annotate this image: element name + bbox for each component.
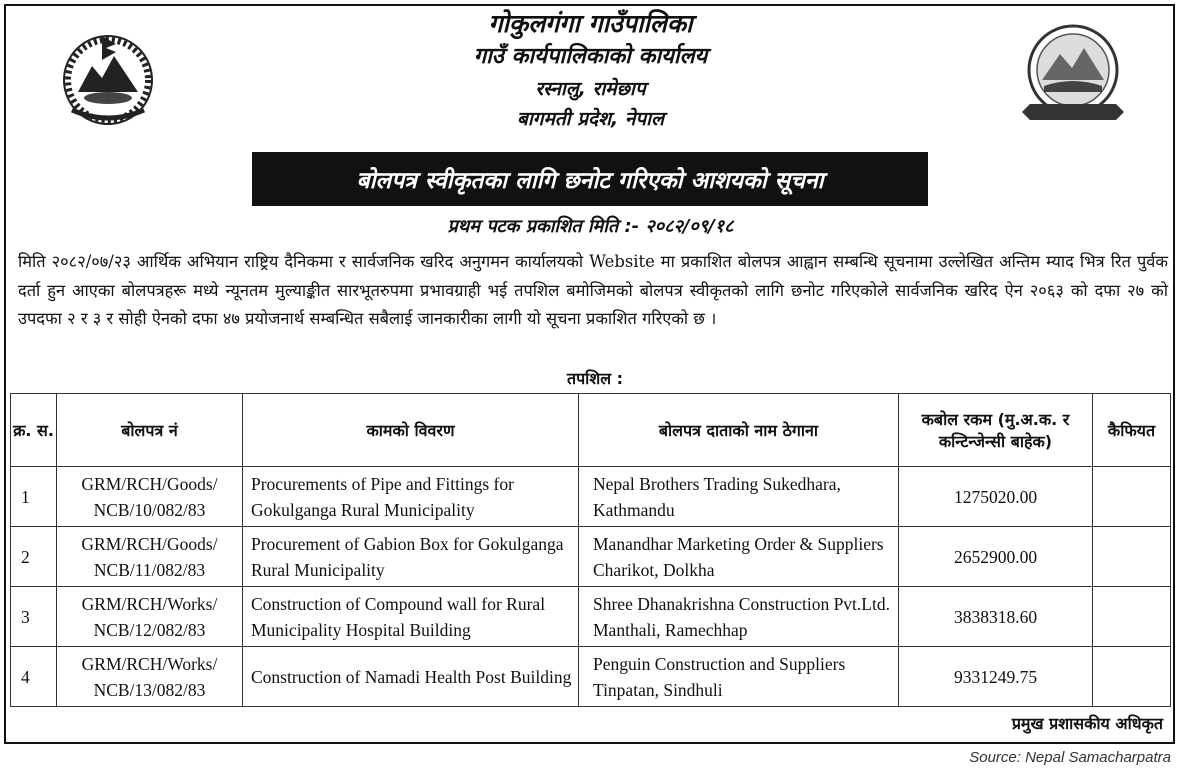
bid-table — [10, 393, 1171, 707]
cell-bidder: Nepal Brothers Trading Sukedhara, Kathmandu — [579, 467, 899, 527]
source-credit: Source: Nepal Samacharpatra — [969, 749, 1171, 766]
col-header-sn: क्र. स. — [11, 394, 57, 467]
cell-sn: 4 — [11, 647, 57, 707]
org-name: गोकुलगंगा गाउँपालिका — [488, 9, 693, 38]
col-header-remarks: कैफियत — [1093, 394, 1171, 467]
table-header-row — [11, 394, 1171, 467]
notice-body: मिति २०८२/०७/२३ आर्थिक अभियान राष्ट्रिय दैनिकमा र सार्वजनिक खरिद अनुगमन कार्यालयको Website मा प्रकाशित बोलपत्र आह्वान सम्बन्धि सूचनामा उल्लेखित अन्तिम म्याद भित्र रित पुर्वक दर्ता हुन आएका बोलपत्रहरू मध्ये न्यूनतम मुल्याङ्कीत सारभूतरुपमा प्रभावग्राही भई तपशिल बमोजिमको बोलपत्र स्वीकृतको लागि छनोट गरिएकोले सार्वजनिक खरिद ऐन २०६३ को दफा २७ को उपदफा २ र ३ र सोही ऐनको दफा ४७ प्रयोजनार्थ सम्बन्धित सबैलाई जानकारीका लागी यो सूचना प्रकाशित गरिएको छ । — [18, 252, 1168, 329]
cell-bid-no: GRM/RCH/Works/ NCB/13/082/83 — [57, 647, 243, 707]
col-header-bidder: बोलपत्र दाताको नाम ठेगाना — [579, 394, 899, 467]
col-header-work: कामको विवरण — [243, 394, 579, 467]
cell-remarks — [1093, 527, 1171, 587]
table-row — [11, 467, 1171, 527]
table-row — [11, 647, 1171, 707]
cell-remarks — [1093, 587, 1171, 647]
cell-bidder: Manandhar Marketing Order & Suppliers Charikot, Dolkha — [579, 527, 899, 587]
signatory: प्रमुख प्रशासकीय अधिकृत — [1011, 714, 1163, 733]
cell-remarks — [1093, 467, 1171, 527]
cell-work: Procurement of Gabion Box for Gokulganga Rural Municipality — [243, 527, 579, 587]
province-line: बागमती प्रदेश, नेपाल — [517, 108, 664, 130]
cell-bidder: Penguin Construction and Suppliers Tinpatan, Sindhuli — [579, 647, 899, 707]
cell-bid-no: GRM/RCH/Works/ NCB/12/082/83 — [57, 587, 243, 647]
cell-remarks — [1093, 647, 1171, 707]
publication-date: प्रथम पटक प्रकाशित मिति :- २०८२/०९/१८ — [447, 216, 734, 237]
notice-title: बोलपत्र स्वीकृतका लागि छनोट गरिएको आशयको सूचना — [252, 152, 928, 206]
cell-amount: 2652900.00 — [899, 527, 1093, 587]
cell-amount: 1275020.00 — [899, 467, 1093, 527]
cell-sn: 2 — [11, 527, 57, 587]
schedule-label: तपशिल : — [566, 369, 624, 388]
table-row — [11, 527, 1171, 587]
col-header-bid-no: बोलपत्र नं — [57, 394, 243, 467]
cell-amount: 9331249.75 — [899, 647, 1093, 707]
table-row — [11, 587, 1171, 647]
cell-sn: 3 — [11, 587, 57, 647]
cell-bid-no: GRM/RCH/Goods/ NCB/10/082/83 — [57, 467, 243, 527]
cell-bid-no: GRM/RCH/Goods/ NCB/11/082/83 — [57, 527, 243, 587]
cell-sn: 1 — [11, 467, 57, 527]
cell-work: Construction of Namadi Health Post Building — [243, 647, 579, 707]
col-header-amount: कबोल रकम (मु.अ.क. र कन्टिन्जेन्सी बाहेक) — [899, 394, 1093, 467]
office-name: गाउँ कार्यपालिकाको कार्यालय — [473, 44, 708, 69]
cell-amount: 3838318.60 — [899, 587, 1093, 647]
office-address: रस्नालु, रामेछाप — [535, 78, 646, 100]
cell-bidder: Shree Dhanakrishna Construction Pvt.Ltd. Manthali, Ramechhap — [579, 587, 899, 647]
cell-work: Construction of Compound wall for Rural Municipality Hospital Building — [243, 587, 579, 647]
letterhead — [0, 8, 1181, 134]
cell-work: Procurements of Pipe and Fittings for Gokulganga Rural Municipality — [243, 467, 579, 527]
